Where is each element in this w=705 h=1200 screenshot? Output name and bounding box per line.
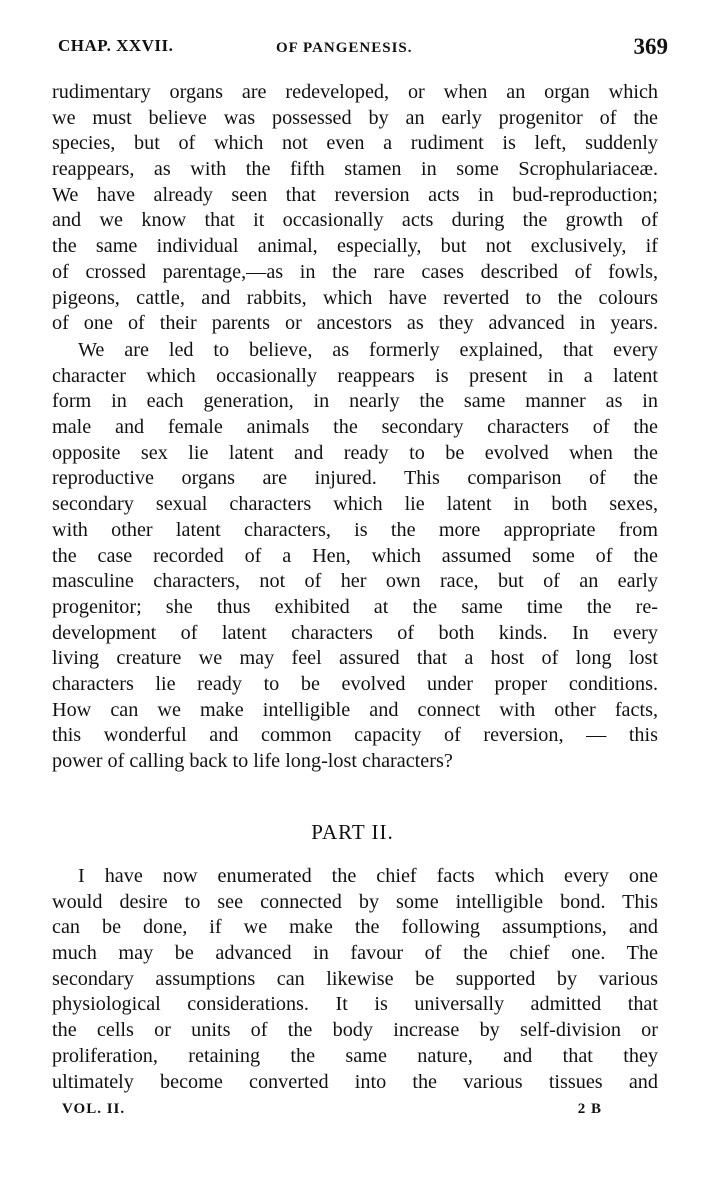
text-line: rudimentary organs are redeveloped, or when an organ which — [52, 81, 658, 103]
paragraph-3 — [52, 864, 658, 1095]
page-footer — [62, 1101, 602, 1123]
text-line: of crossed parentage,—as in the rare cases described of fowls, — [52, 260, 658, 283]
text-line: masculine characters, not of her own race, but of an early — [52, 570, 658, 593]
text-line: of one of their parents or ancestors as they advanced in years. — [52, 312, 658, 335]
running-title: OF PANGENESIS. — [276, 40, 413, 56]
text-line: we must believe was possessed by an early progenitor of the — [52, 106, 658, 129]
text-line: would desire to see connected by some intelligible bond. This — [52, 890, 658, 913]
text-line: reappears, as with the fifth stamen in some Scrophulariaceæ. — [52, 158, 658, 181]
text-line: the cells or units of the body increase by self-division or — [52, 1019, 658, 1042]
text-line: We are led to believe, as formerly explained, that every — [78, 339, 658, 361]
text-line: opposite sex lie latent and ready to be evolved when the — [52, 441, 658, 464]
text-line: can be done, if we make the following assumptions, and — [52, 916, 658, 939]
text-line: We have already seen that reversion acts in bud-reproduction; — [52, 183, 658, 206]
signature-mark: 2 B — [577, 1101, 602, 1117]
text-line: the case recorded of a Hen, which assumed some of the — [52, 544, 658, 567]
text-line: much may be advanced in favour of the chief one. The — [52, 942, 658, 965]
volume-label: VOL. II. — [62, 1101, 126, 1117]
text-line: secondary sexual characters which lie latent in both sexes, — [52, 493, 658, 516]
text-line: development of latent characters of both kinds. In every — [52, 621, 658, 644]
text-line: character which occasionally reappears is present in a latent — [52, 364, 658, 387]
text-line: physiological considerations. It is universally admitted that — [52, 993, 658, 1016]
text-line: this wonderful and common capacity of reversion, — this — [52, 724, 658, 747]
text-line: power of calling back to life long-lost characters? — [52, 750, 453, 772]
text-line: How can we make intelligible and connect with other facts, — [52, 698, 658, 721]
text-line: reproductive organs are injured. This comparison of the — [52, 467, 658, 490]
text-line: progenitor; she thus exhibited at the same time the re- — [52, 595, 658, 618]
section-heading: PART II. — [311, 820, 394, 844]
text-line: with other latent characters, is the more appropriate from — [52, 518, 658, 541]
paragraph-2 — [52, 338, 658, 775]
text-line: ultimately become converted into the various tissues and — [52, 1070, 658, 1093]
text-line: characters lie ready to be evolved under proper conditions. — [52, 672, 658, 695]
chapter-label: CHAP. XXVII. — [58, 36, 174, 55]
text-line: species, but of which not even a rudiment is left, suddenly — [52, 132, 658, 155]
text-line: proliferation, retaining the same nature, and that they — [52, 1044, 658, 1067]
text-line: form in each generation, in nearly the same manner as in — [52, 390, 658, 413]
text-line: living creature we may feel assured that a host of long lost — [52, 647, 658, 670]
text-line: pigeons, cattle, and rabbits, which have reverted to the colours — [52, 286, 658, 309]
running-header — [58, 34, 668, 68]
text-line: the same individual animal, especially, but not exclusively, if — [52, 235, 658, 258]
text-line: I have now enumerated the chief facts which every one — [78, 865, 658, 887]
page-number: 369 — [633, 34, 668, 59]
paragraph-1 — [52, 80, 658, 337]
text-line: and we know that it occasionally acts during the growth of — [52, 209, 658, 232]
text-line: male and female animals the secondary characters of the — [52, 416, 658, 439]
text-line: secondary assumptions can likewise be supported by various — [52, 967, 658, 990]
